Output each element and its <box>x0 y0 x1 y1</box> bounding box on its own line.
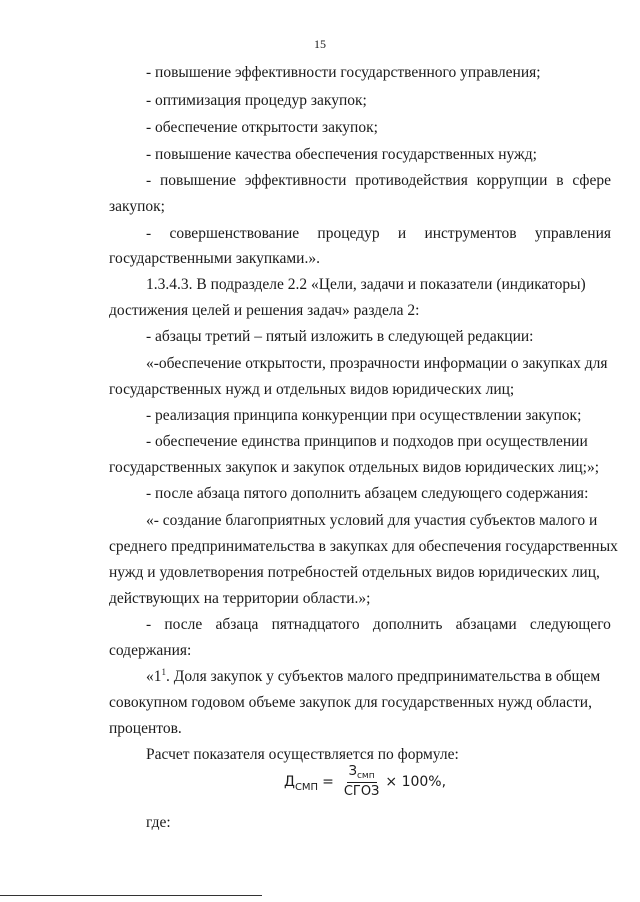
formula-tail: × 100%, <box>385 774 447 790</box>
word: - <box>146 225 152 242</box>
text-line-justified <box>146 225 611 243</box>
page-number: 15 <box>314 37 326 51</box>
text-line: содержания: <box>109 642 192 659</box>
text-line: среднего предпринимательства в закупках для обеспечения государственных <box>109 538 618 555</box>
word: абзаца <box>215 616 259 633</box>
formula <box>284 763 446 801</box>
line-rest: . Доля закупок у субъектов малого предпринимательства в общем <box>166 668 601 685</box>
text-line: где: <box>146 814 171 831</box>
formula-lhs: $Д_{СМП}$ <box>284 774 319 793</box>
text-line: - после абзаца пятого дополнить абзацем следующего содержания: <box>146 485 589 502</box>
word: - <box>146 172 152 189</box>
text-line <box>146 668 600 686</box>
text-line: 1.3.4.3. В подразделе 2.2 «Цели, задачи и показатели (индикаторы) <box>146 276 586 293</box>
superscript: 1 <box>161 666 166 677</box>
word: эффективности <box>244 172 347 189</box>
word: управления <box>534 225 611 242</box>
formula-denominator: СГОЗ <box>343 784 380 799</box>
footnote-divider <box>0 895 262 896</box>
word: коррупции <box>476 172 548 189</box>
word: абзацами <box>455 616 517 633</box>
text-line: закупок; <box>109 198 165 215</box>
text-line-justified <box>146 172 611 190</box>
text-line: процентов. <box>109 720 182 737</box>
text-line: - обеспечение единства принципов и подходов при осуществлении <box>146 433 588 450</box>
text-line: государственных закупок и закупок отдельных видов юридических лиц;»; <box>109 459 600 476</box>
word: и <box>397 225 407 242</box>
formula-fraction <box>344 763 380 801</box>
quote-open: «1 <box>146 668 162 685</box>
text-line-justified <box>146 616 611 634</box>
word: повышение <box>159 172 237 189</box>
word: пятнадцатого <box>271 616 360 633</box>
text-line: - повышение качества обеспечения государственных нужд; <box>146 146 537 163</box>
word: сфере <box>572 172 611 189</box>
text-line: достижения целей и решения задач» раздела 2: <box>109 302 420 319</box>
text-line: «-обеспечение открытости, прозрачности информации о закупках для <box>146 355 608 372</box>
word: после <box>164 616 203 633</box>
text-line: - реализация принципа конкуренции при осуществлении закупок; <box>146 407 582 424</box>
text-line: - оптимизация процедур закупок; <box>146 92 367 109</box>
word: следующего <box>529 616 611 633</box>
text-line: - повышение эффективности государственного управления; <box>146 64 541 81</box>
text-line: государственными закупками.». <box>109 250 320 267</box>
text-line: - обеспечение открытости закупок; <box>146 119 378 136</box>
text-line: - абзацы третий – пятый изложить в следующей редакции: <box>146 328 534 345</box>
formula-equals: = <box>322 774 334 790</box>
text-line: совокупном годовом объеме закупок для государственных нужд области, <box>109 694 592 711</box>
word: дополнить <box>372 616 443 633</box>
text-line: «- создание благоприятных условий для участия субъектов малого и <box>146 512 598 529</box>
word: - <box>146 616 152 633</box>
text-line: действующих на территории области.»; <box>109 590 371 607</box>
formula-numerator: $З_{смп}$ <box>348 764 375 781</box>
word: в <box>556 172 564 189</box>
text-line: нужд и удовлетворения потребностей отдельных видов юридических лиц, <box>109 564 600 581</box>
word: противодействия <box>355 172 468 189</box>
word: инструментов <box>424 225 517 242</box>
text-line: государственных нужд и отдельных видов юридических лиц; <box>109 381 515 398</box>
word: процедур <box>317 225 380 242</box>
word: совершенствование <box>169 225 300 242</box>
text-line: Расчет показателя осуществляется по формуле: <box>146 746 459 763</box>
